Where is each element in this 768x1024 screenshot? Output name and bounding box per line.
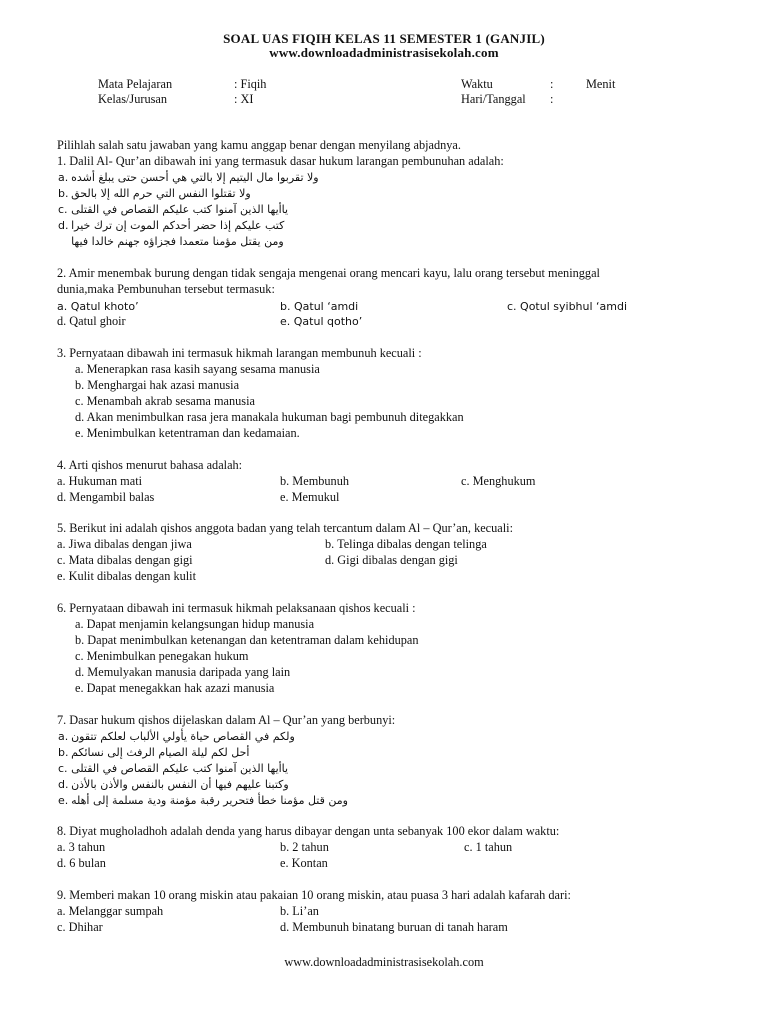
- q1-option-a: [58, 170, 319, 185]
- q1-option-d-label: d.: [58, 219, 69, 232]
- q3-option-c: c. Menambah akrab sesama manusia: [75, 394, 255, 408]
- q1-option-b-arabic: ولا تقتلوا النفس التي حرم الله إلا بالحق: [71, 187, 251, 200]
- q7-option-c-label: c.: [58, 762, 68, 775]
- q7-text: 7. Dasar hukum qishos dijelaskan dalam Al – Qur’an yang berbunyi:: [57, 713, 396, 727]
- q1-option-a-label: a.: [58, 171, 69, 184]
- q6-option-b: b. Dapat menimbulkan ketenangan dan ketentraman dalam kehidupan: [75, 633, 419, 647]
- q8-option-b: b. 2 tahun: [280, 840, 329, 854]
- q5-option-b: b. Telinga dibalas dengan telinga: [325, 537, 487, 551]
- q7-option-e-arabic: ومن قتل مؤمنا خطأ فتحرير رقبة مؤمنة ودية مسلمة إلى أهله: [71, 794, 348, 807]
- q1-option-c: [58, 202, 288, 217]
- kelas-value: : XI: [234, 92, 254, 106]
- instruction: Pilihlah salah satu jawaban yang kamu anggap benar dengan menyilang abjadnya.: [57, 138, 461, 152]
- q4-option-e: e. Memukul: [280, 490, 340, 504]
- footer-website: www.downloadadministrasisekolah.com: [284, 955, 484, 969]
- mapel-value: : Fiqih: [234, 77, 267, 91]
- q7-option-d-arabic: وكتبنا عليهم فيها أن النفس بالنفس والأذن بالأذن: [71, 778, 289, 791]
- q5-option-d: d. Gigi dibalas dengan gigi: [325, 553, 458, 567]
- q3-text: 3. Pernyataan dibawah ini termasuk hikmah larangan membunuh kecuali :: [57, 346, 422, 360]
- q9-option-d: d. Membunuh binatang buruan di tanah haram: [280, 920, 508, 934]
- q6-text: 6. Pernyataan dibawah ini termasuk hikmah pelaksanaan qishos kecuali :: [57, 601, 416, 615]
- q4-option-b: b. Membunuh: [280, 474, 349, 488]
- q2-text-line2: dunia,maka Pembunuhan tersebut termasuk:: [57, 282, 275, 296]
- q7-option-a: [58, 729, 295, 744]
- q7-option-c-arabic: ياأيها الذين آمنوا كتب عليكم القصاص في القتلى: [71, 762, 289, 775]
- q2-option-b: b. Qatul ‘amdi: [280, 300, 359, 313]
- q9-option-c: c. Dhihar: [57, 920, 103, 934]
- q1-option-c-arabic: ياأيها الذين آمنوا كتب عليكم القصاص في القتلى: [71, 203, 289, 216]
- q3-option-a: a. Menerapkan rasa kasih sayang sesama manusia: [75, 362, 320, 376]
- kelas-label: Kelas/Jurusan: [98, 92, 167, 106]
- q9-option-a: a. Melanggar sumpah: [57, 904, 164, 918]
- q7-option-b: [58, 745, 249, 760]
- q7-option-d: [58, 777, 289, 792]
- q1-option-e-arabic: ومن يقتل مؤمنا متعمدا فجزاؤه جهنم خالدا فيها: [71, 235, 284, 248]
- waktu-colon: :: [550, 77, 554, 91]
- q1-text: 1. Dalil Al- Qur’an dibawah ini yang termasuk dasar hukum larangan pembunuhan adalah:: [57, 154, 504, 168]
- q1-option-d-arabic: كتب عليكم إذا حضر أحدكم الموت إن ترك خيرا: [71, 219, 285, 232]
- waktu-label: Waktu: [461, 77, 493, 91]
- q6-option-e: e. Dapat menegakkan hak azazi manusia: [75, 681, 275, 695]
- q5-option-a: a. Jiwa dibalas dengan jiwa: [57, 537, 192, 551]
- q2-option-c: c. Qotul syibhul ‘amdi: [507, 300, 628, 313]
- q2-text-line1: 2. Amir menembak burung dengan tidak sengaja mengenai orang mencari kayu, lalu orang tersebut meninggal: [57, 266, 600, 280]
- mapel-label: Mata Pelajaran: [98, 77, 173, 91]
- q7-option-e-label: e.: [58, 794, 69, 807]
- q2-option-a: a. Qatul khoto’: [57, 300, 139, 313]
- q2-option-e: e. Qatul qotho’: [280, 315, 363, 328]
- q7-option-e: [58, 793, 348, 808]
- q3-option-d: d. Akan menimbulkan rasa jera manakala hukuman bagi pembunuh ditegakkan: [75, 410, 464, 424]
- q1-option-d: [58, 218, 284, 233]
- q6-option-c: c. Menimbulkan penegakan hukum: [75, 649, 249, 663]
- q2-option-d: d. Qatul ghoir: [57, 314, 126, 328]
- q1-option-c-label: c.: [58, 203, 68, 216]
- header-website: www.downloadadministrasisekolah.com: [269, 45, 499, 60]
- q4-option-d: d. Mengambil balas: [57, 490, 155, 504]
- q7-option-a-label: a.: [58, 730, 69, 743]
- q7-option-c: [58, 761, 288, 776]
- q6-option-d: d. Memulyakan manusia daripada yang lain: [75, 665, 291, 679]
- q5-option-c: c. Mata dibalas dengan gigi: [57, 553, 193, 567]
- q6-option-a: a. Dapat menjamin kelangsungan hidup manusia: [75, 617, 315, 631]
- q8-option-a: a. 3 tahun: [57, 840, 106, 854]
- q8-option-c: c. 1 tahun: [464, 840, 513, 854]
- waktu-unit: Menit: [586, 77, 616, 91]
- hari-colon: :: [550, 92, 554, 106]
- q1-option-e: [58, 234, 284, 249]
- q1-option-a-arabic: ولا تقربوا مال اليتيم إلا بالتي هي أحسن حتى يبلغ أشده: [71, 171, 319, 184]
- q7-option-a-arabic: ولكم في القصاص حياة يأولي الألباب لعلكم تتقون: [71, 730, 295, 743]
- q8-text: 8. Diyat mugholadhoh adalah denda yang harus dibayar dengan unta sebanyak 100 ekor dalam waktu:: [57, 824, 560, 838]
- q5-option-e: e. Kulit dibalas dengan kulit: [57, 569, 196, 583]
- q4-text: 4. Arti qishos menurut bahasa adalah:: [57, 458, 243, 472]
- q3-option-e: e. Menimbulkan ketentraman dan kedamaian.: [75, 426, 300, 440]
- q8-option-e: e. Kontan: [280, 856, 328, 870]
- q5-text: 5. Berikut ini adalah qishos anggota badan yang telah tercantum dalam Al – Qur’an, kecuali:: [57, 521, 513, 535]
- q7-option-b-label: b.: [58, 746, 69, 759]
- hari-label: Hari/Tanggal: [461, 92, 526, 106]
- q4-option-c: c. Menghukum: [461, 474, 536, 488]
- q1-option-b-label: b.: [58, 187, 69, 200]
- q7-option-b-arabic: أحل لكم ليلة الصيام الرفث إلى نسائكم: [71, 746, 250, 759]
- q7-option-d-label: d.: [58, 778, 69, 791]
- exam-title: SOAL UAS FIQIH KELAS 11 SEMESTER 1 (GANJIL): [223, 31, 545, 46]
- q9-text: 9. Memberi makan 10 orang miskin atau pakaian 10 orang miskin, atau puasa 3 hari adalah kafarah dari:: [57, 888, 571, 902]
- q1-option-b: [58, 186, 251, 201]
- q9-option-b: b. Li’an: [280, 904, 319, 918]
- q3-option-b: b. Menghargai hak azasi manusia: [75, 378, 240, 392]
- q4-option-a: a. Hukuman mati: [57, 474, 143, 488]
- q8-option-d: d. 6 bulan: [57, 856, 106, 870]
